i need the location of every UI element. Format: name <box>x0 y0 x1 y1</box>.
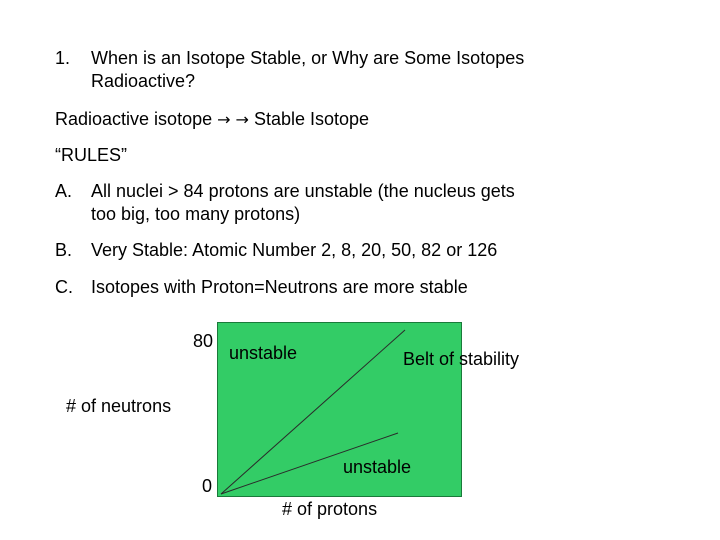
y-axis-bottom-tick: 0 <box>202 476 213 496</box>
rules-heading: “RULES” <box>55 145 128 165</box>
y-axis-label: # of neutrons <box>66 396 172 416</box>
question-text-line1: When is an Isotope Stable, or Why are Some Isotopes <box>91 48 525 68</box>
rule-b-letter: B. <box>55 240 73 260</box>
question-number: 1. <box>55 48 71 68</box>
arrow-right-icon: → <box>217 110 231 129</box>
arrow-right-icon: → <box>235 110 249 129</box>
flow-start: Radioactive isotope <box>55 109 213 129</box>
flow-line <box>55 108 369 131</box>
belt-label: Belt of stability <box>403 349 520 369</box>
x-axis-label: # of protons <box>282 499 378 519</box>
rule-c-letter: C. <box>55 277 73 297</box>
rule-a-text-line1: All nuclei > 84 protons are unstable (the nucleus gets <box>91 181 515 201</box>
y-axis-top-tick: 80 <box>193 331 214 351</box>
rule-a-text-line2: too big, too many protons) <box>91 204 301 224</box>
rule-c-text: Isotopes with Proton=Neutrons are more stable <box>91 277 468 297</box>
question-text-line2: Radioactive? <box>91 71 196 91</box>
region-label-upper: unstable <box>229 343 298 363</box>
flow-end: Stable Isotope <box>253 109 370 129</box>
rule-b-text: Very Stable: Atomic Number 2, 8, 20, 50, 82 or 126 <box>91 240 498 260</box>
region-label-lower: unstable <box>343 457 412 477</box>
rule-a-letter: A. <box>55 181 73 201</box>
